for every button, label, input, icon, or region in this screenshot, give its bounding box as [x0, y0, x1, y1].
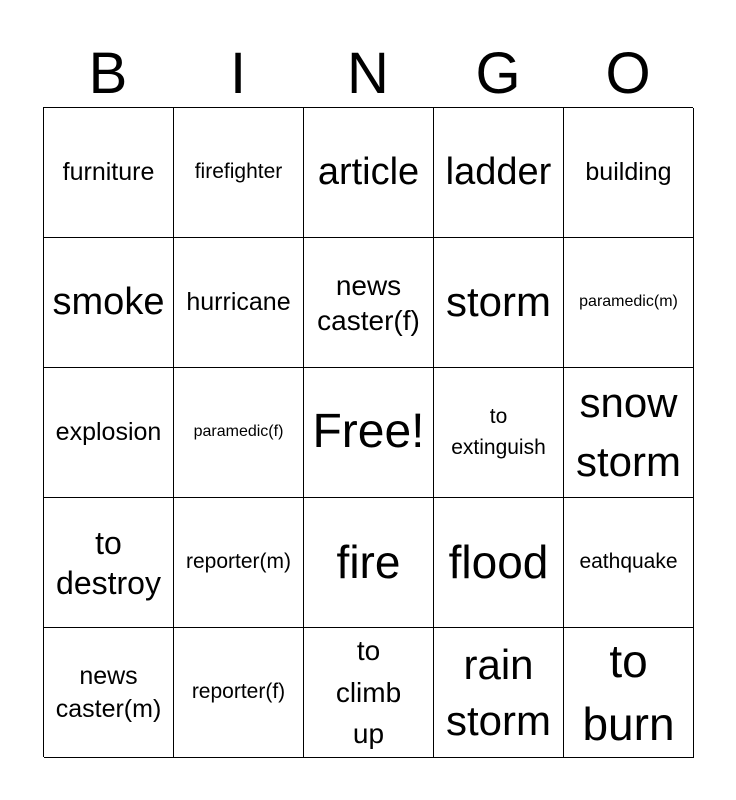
cell-text: smoke: [52, 280, 165, 323]
cell-text: fire: [336, 536, 401, 589]
cell-text: to burn: [582, 635, 675, 750]
bingo-cell: [434, 108, 564, 238]
cell-text: to extinguish: [451, 405, 546, 459]
cell-text: news caster(f): [317, 269, 420, 336]
free-space-cell: [304, 368, 434, 498]
cell-text: to climb up: [335, 635, 402, 750]
bingo-cell: [44, 368, 174, 498]
bingo-cell: [174, 238, 304, 368]
header-letter-n: N: [347, 41, 389, 106]
bingo-cell: [174, 368, 304, 498]
bingo-cell: [44, 498, 174, 628]
bingo-cell: [434, 368, 564, 498]
cell-text: reporter(m): [185, 550, 291, 574]
bingo-cell: [564, 368, 694, 498]
bingo-cell: [434, 238, 564, 368]
header-letter-b: B: [88, 41, 128, 106]
cell-text: furniture: [62, 158, 155, 187]
bingo-cell: [44, 108, 174, 238]
bingo-cell: [434, 498, 564, 628]
cell-text: hurricane: [186, 288, 291, 317]
cell-text: paramedic(f): [193, 423, 284, 441]
cell-text: rain storm: [446, 641, 551, 744]
bingo-cell: [304, 238, 434, 368]
cell-text: ladder: [445, 150, 552, 193]
bingo-cell: [564, 498, 694, 628]
bingo-cell: [564, 108, 694, 238]
header-letter-o: O: [605, 41, 651, 106]
free-space-text: Free!: [312, 405, 425, 459]
bingo-cell: [174, 628, 304, 758]
bingo-cell: [434, 628, 564, 758]
cell-text: article: [317, 150, 420, 193]
header-letter-g: G: [475, 41, 521, 106]
bingo-cell: [304, 498, 434, 628]
bingo-cell: [174, 498, 304, 628]
cell-text: firefighter: [194, 160, 283, 184]
bingo-header: [43, 40, 693, 108]
cell-text: paramedic(m): [579, 293, 678, 311]
bingo-cell: [44, 628, 174, 758]
cell-text: reporter(f): [191, 680, 286, 704]
bingo-card-grid: [43, 107, 693, 757]
bingo-cell: [304, 108, 434, 238]
cell-text: building: [585, 158, 672, 187]
cell-text: storm: [446, 278, 551, 326]
bingo-cell: [564, 238, 694, 368]
cell-text: flood: [448, 536, 549, 589]
cell-text: to destroy: [56, 524, 161, 601]
bingo-cell: [174, 108, 304, 238]
bingo-cell: [44, 238, 174, 368]
header-letter-i: I: [229, 41, 247, 106]
cell-text: explosion: [55, 418, 162, 447]
cell-text: snow storm: [576, 378, 681, 485]
bingo-cell: [564, 628, 694, 758]
cell-text: news caster(m): [55, 662, 162, 723]
cell-text: eathquake: [579, 550, 678, 574]
bingo-cell: [304, 628, 434, 758]
